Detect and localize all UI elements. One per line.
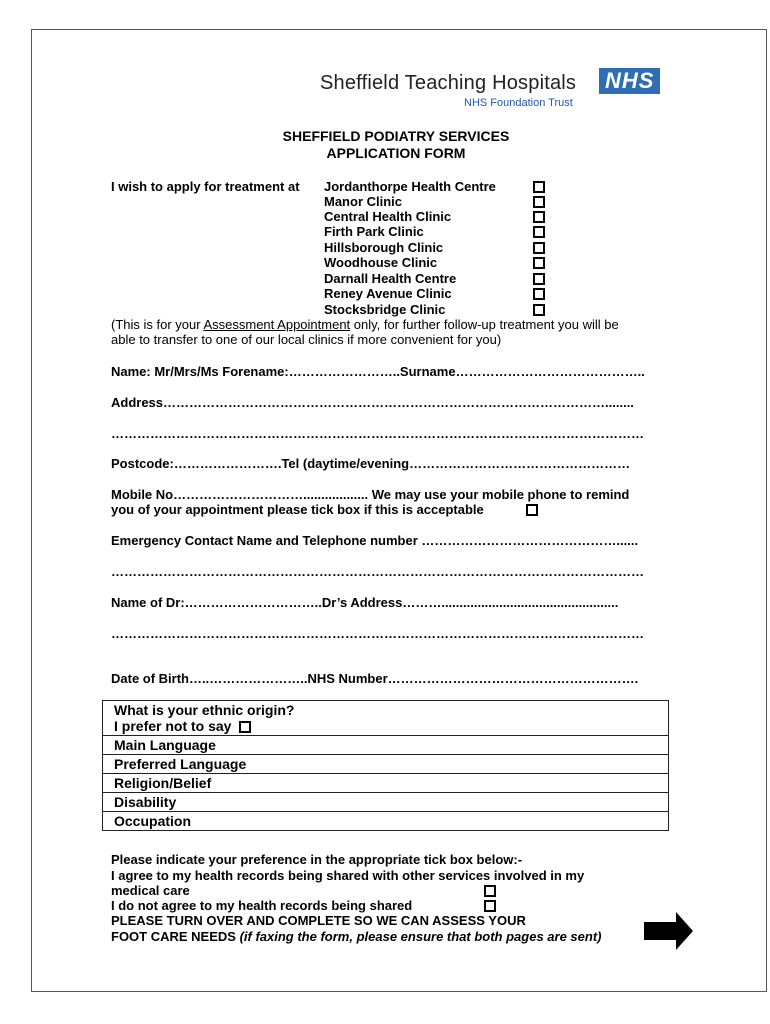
clinic-checkbox[interactable] <box>533 196 545 208</box>
clinic-checkbox[interactable] <box>533 226 545 238</box>
clinic-label: Firth Park Clinic <box>324 224 424 239</box>
clinic-checkbox[interactable] <box>533 288 545 300</box>
clinic-checkbox[interactable] <box>533 257 545 269</box>
occupation-cell[interactable]: Occupation <box>103 812 669 831</box>
ethnic-origin-cell[interactable] <box>103 701 669 736</box>
form-title-line2: APPLICATION FORM <box>326 145 466 161</box>
assessment-note: (This is for your Assessment Appointment only, for further follow-up treatment you will be <box>111 317 619 332</box>
clinic-label: Central Health Clinic <box>324 209 452 224</box>
assessment-note-line2: able to transfer to one of our local clinics if more convenient for you) <box>111 332 502 347</box>
mobile-consent-text: you of your appointment please tick box if this is acceptable <box>111 502 484 517</box>
clinic-label: Woodhouse Clinic <box>324 255 438 270</box>
clinic-label: Manor Clinic <box>324 194 403 209</box>
org-subtitle: NHS Foundation Trust <box>464 97 573 109</box>
address-field-line2[interactable]: …………………………………………………………………………………………………………… <box>111 426 644 441</box>
emergency-contact-field-line2[interactable]: …………………………………………………………………………………………………………… <box>111 564 644 579</box>
assessment-appointment-text: Assessment Appointment <box>203 317 351 332</box>
org-name: Sheffield Teaching Hospitals <box>320 72 577 94</box>
consent-agree-checkbox[interactable] <box>484 885 496 897</box>
main-language-cell[interactable]: Main Language <box>103 736 669 755</box>
nhs-logo: NHS <box>599 68 660 94</box>
mobile-field[interactable]: Mobile No………………………….................. We may use your mobile phone to remind <box>111 487 630 502</box>
clinic-checkbox[interactable] <box>533 273 545 285</box>
prefer-not-row: I prefer not to say <box>114 718 657 734</box>
dob-nhs-field[interactable]: Date of Birth…..…………………..NHS Number…………………………………………………. <box>111 671 639 686</box>
consent-disagree-checkbox[interactable] <box>484 900 496 912</box>
clinic-label: Darnall Health Centre <box>324 271 457 286</box>
clinic-checkbox[interactable] <box>533 304 545 316</box>
turn-over-arrow-icon <box>644 912 694 950</box>
ethnic-origin-question: What is your ethnic origin? <box>114 702 295 718</box>
postcode-tel-field[interactable]: Postcode:…………………….Tel (daytime/evening…………………………………………… <box>111 456 631 471</box>
clinic-label: Hillsborough Clinic <box>324 240 444 255</box>
ethnicity-table <box>102 700 669 831</box>
doctor-field[interactable]: Name of Dr:…………………………..Dr’s Address………................................................. <box>111 595 619 610</box>
fax-note: (if faxing the form, please ensure that both pages are sent) <box>239 929 602 944</box>
prefer-not-checkbox[interactable] <box>239 721 251 733</box>
name-field[interactable]: Name: Mr/Mrs/Ms Forename:……………………..Surname…………………………………….. <box>111 364 645 379</box>
form-title-line1: SHEFFIELD PODIATRY SERVICES <box>282 128 510 144</box>
clinic-checkbox[interactable] <box>533 211 545 223</box>
consent-agree-text: I agree to my health records being shared with other services involved in my <box>111 868 585 883</box>
clinic-label: Stocksbridge Clinic <box>324 302 446 317</box>
address-field[interactable]: Address…………………………………………………………………………………………........ <box>111 395 634 410</box>
religion-belief-cell[interactable]: Religion/Belief <box>103 774 669 793</box>
consent-disagree-text: I do not agree to my health records being shared <box>111 898 413 913</box>
preferred-language-cell[interactable]: Preferred Language <box>103 755 669 774</box>
turn-over-text: PLEASE TURN OVER AND COMPLETE SO WE CAN ASSESS YOUR <box>111 913 526 928</box>
clinic-label: Reney Avenue Clinic <box>324 286 452 301</box>
clinic-intro: I wish to apply for treatment at <box>111 179 300 194</box>
consent-agree-text-line2: medical care <box>111 883 190 898</box>
emergency-contact-field[interactable]: Emergency Contact Name and Telephone number ………………………………………...... <box>111 533 639 548</box>
clinic-checkbox[interactable] <box>533 242 545 254</box>
mobile-consent-checkbox[interactable] <box>526 504 538 516</box>
doctor-address-field-line2[interactable]: …………………………………………………………………………………………………………… <box>111 626 644 641</box>
disability-cell[interactable]: Disability <box>103 793 669 812</box>
clinic-checkbox[interactable] <box>533 181 545 193</box>
consent-intro: Please indicate your preference in the appropriate tick box below:- <box>111 852 523 867</box>
clinic-label: Jordanthorpe Health Centre <box>324 179 496 194</box>
foot-care-text: FOOT CARE NEEDS (if faxing the form, please ensure that both pages are sent) <box>111 929 602 944</box>
